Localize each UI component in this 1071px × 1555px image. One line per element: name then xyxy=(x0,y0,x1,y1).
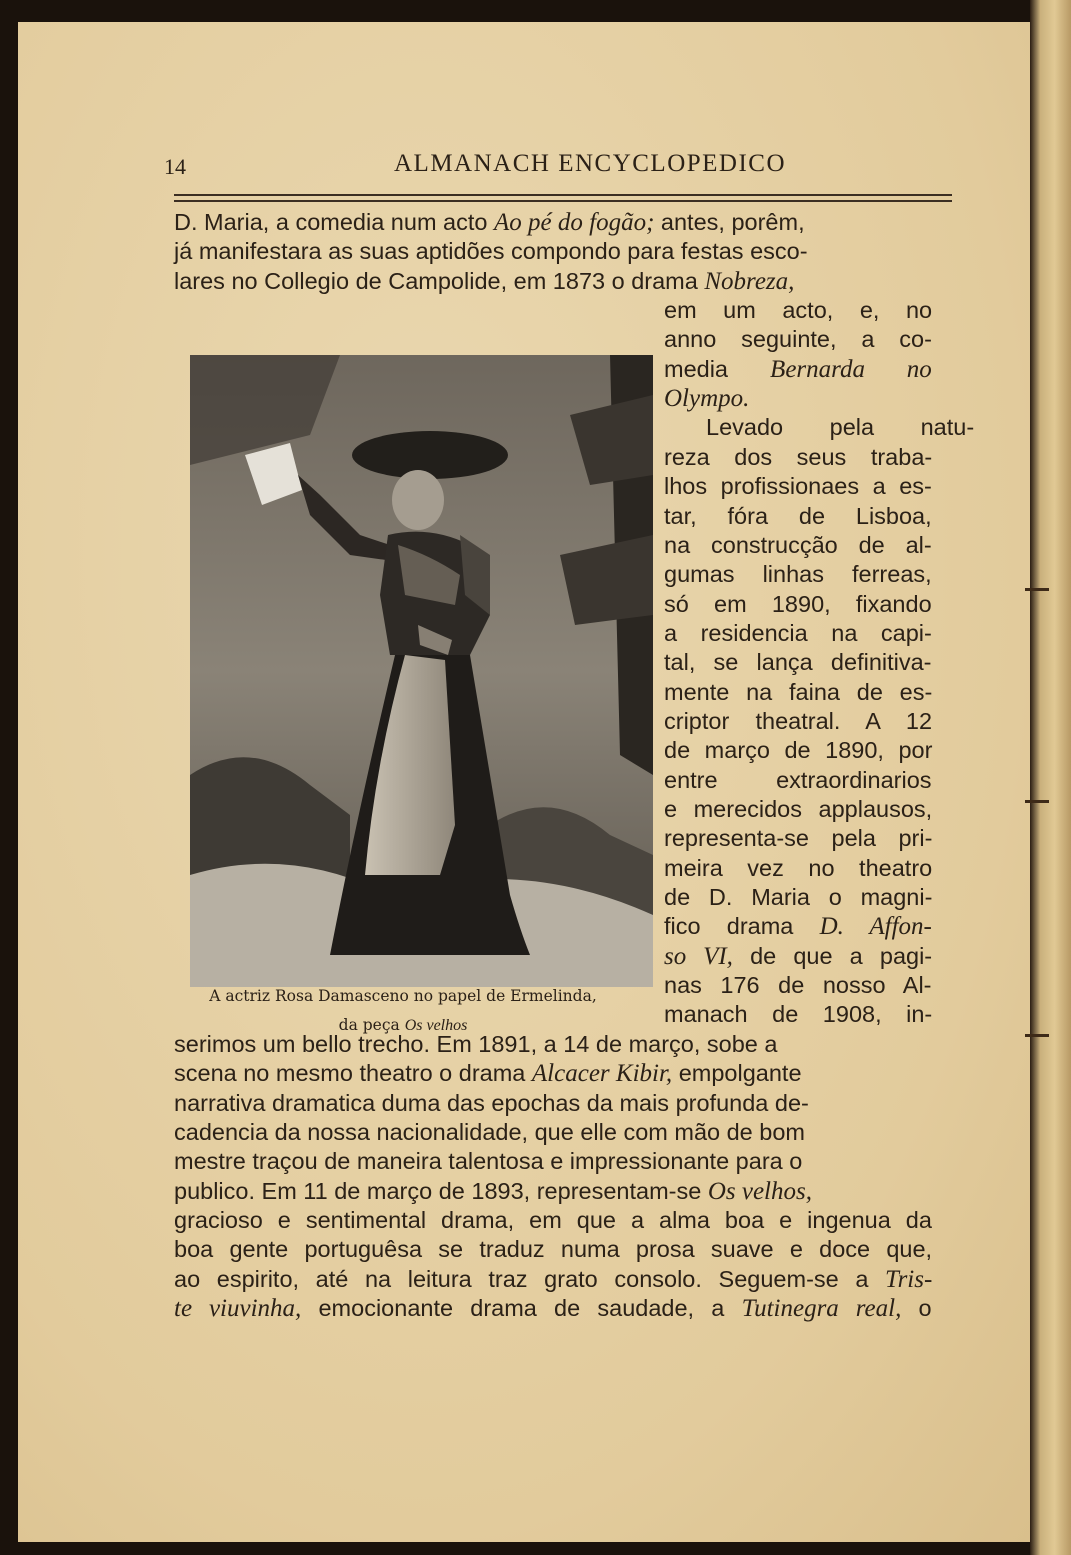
text-line xyxy=(664,942,932,971)
header-rule-top xyxy=(174,194,952,196)
text-line xyxy=(664,883,932,911)
text-run: media xyxy=(664,355,771,382)
italic-title: Alcacer Kibir, xyxy=(531,1060,673,1088)
text-run: a residencia na capi- xyxy=(664,619,932,646)
page-edge-tab xyxy=(1025,588,1049,591)
text-run: meira vez no theatro xyxy=(664,854,933,881)
text-run: lhos profissionaes a es- xyxy=(664,473,932,500)
text-line xyxy=(174,1147,802,1175)
page-number: 14 xyxy=(164,154,186,179)
text-run: representa-se pela pri- xyxy=(664,825,933,852)
text-run: só em 1890, fixando xyxy=(664,590,932,617)
caption-prefix: da peça xyxy=(338,1016,405,1034)
text-run: narrativa dramatica duma das epochas da mais profunda de- xyxy=(174,1089,809,1116)
italic-title: Ao pé do fogão; xyxy=(494,209,655,236)
text-line xyxy=(174,1265,932,1294)
text-line xyxy=(664,971,932,999)
running-head xyxy=(164,150,954,186)
italic-title: Tutinegra real, xyxy=(741,1294,902,1322)
text-line xyxy=(664,766,932,794)
italic-title: Os velhos, xyxy=(707,1177,812,1205)
text-run: publico. Em 11 de março de 1893, representam-se xyxy=(174,1177,708,1204)
text-line xyxy=(664,678,932,706)
text-line xyxy=(174,1235,932,1263)
text-run: fico drama xyxy=(664,913,820,940)
book-page xyxy=(18,22,1030,1542)
text-run: tal, se lança definitiva- xyxy=(664,649,932,676)
text-line xyxy=(174,1059,802,1088)
text-line xyxy=(664,648,932,676)
text-line xyxy=(664,355,932,384)
text-line xyxy=(664,502,932,530)
text-line xyxy=(664,472,932,500)
text-line xyxy=(664,795,932,823)
text-line xyxy=(174,1177,812,1206)
book-spine xyxy=(1030,0,1071,1555)
text-run: antes, porêm, xyxy=(654,209,805,235)
italic-title: Tris- xyxy=(885,1265,933,1293)
text-run: serimos um bello trecho. Em 1891, a 14 de março, sobe a xyxy=(174,1030,778,1057)
text-run: entre extraordinarios xyxy=(664,766,932,793)
text-line xyxy=(664,912,932,941)
text-run: gracioso e sentimental drama, em que a alma boa e ingenua da xyxy=(174,1206,932,1233)
text-run: de março de 1890, por xyxy=(664,737,933,764)
text-run: de que a pagi- xyxy=(732,942,933,969)
text-line xyxy=(664,590,932,618)
text-line xyxy=(664,325,932,353)
actress-photograph xyxy=(190,355,653,987)
text-line xyxy=(664,736,932,764)
text-line xyxy=(664,443,932,471)
italic-title: Olympo. xyxy=(664,385,750,413)
text-run: lares no Collegio de Campolide, em 1873 o drama xyxy=(174,267,705,294)
text-line xyxy=(664,619,932,647)
text-line xyxy=(664,854,932,882)
text-line xyxy=(174,1118,805,1146)
italic-title: Nobreza, xyxy=(704,267,795,295)
text-line xyxy=(174,267,794,296)
text-run: empolgante xyxy=(672,1060,802,1087)
text-line xyxy=(174,1206,932,1234)
text-run: e merecidos applausos, xyxy=(664,796,933,822)
text-run: o xyxy=(901,1294,932,1321)
text-run: na construcção de al- xyxy=(664,531,932,558)
italic-title: D. Affon- xyxy=(819,913,932,941)
text-run: nas 176 de nosso Al- xyxy=(664,972,932,999)
text-line xyxy=(174,237,808,265)
header-rule-bottom xyxy=(174,200,952,202)
text-run: scena no mesmo theatro o drama xyxy=(174,1060,532,1087)
text-line xyxy=(664,824,932,852)
text-line xyxy=(174,208,805,237)
text-run: criptor theatral. A 12 xyxy=(664,707,933,734)
italic-title: so VI, xyxy=(664,942,733,970)
text-line xyxy=(664,1000,932,1028)
text-run: tar, fóra de Lisboa, xyxy=(664,502,932,529)
text-run: cadencia da nossa nacionalidade, que elle com mão de bom xyxy=(174,1118,806,1145)
text-line xyxy=(664,296,932,324)
text-run: reza dos seus traba- xyxy=(664,443,933,470)
text-run: boa gente portuguêsa se traduz numa prosa suave e doce que, xyxy=(174,1236,933,1263)
text-run: de D. Maria o magni- xyxy=(664,884,933,911)
page-edge-tab xyxy=(1025,1034,1049,1037)
text-run: mestre traçou de maneira talentosa e impressionante para o xyxy=(174,1148,803,1175)
text-line xyxy=(174,1089,809,1117)
text-line xyxy=(664,384,749,413)
text-line xyxy=(174,1294,932,1323)
text-line xyxy=(664,560,932,588)
text-line xyxy=(664,707,932,735)
text-run: Levado pela natu- xyxy=(706,414,975,441)
italic-title: te viuvinha, xyxy=(174,1294,302,1322)
text-run: emocionante drama de saudade, a xyxy=(301,1294,742,1321)
caption-play-title: Os velhos xyxy=(404,1017,468,1034)
figure-caption-line-1: A actriz Rosa Damasceno no papel de Ermelinda, xyxy=(209,987,597,1005)
text-run: anno seguinte, a co- xyxy=(664,326,932,353)
text-run: D. Maria, a comedia num acto xyxy=(174,209,494,235)
text-line xyxy=(174,1030,777,1058)
text-line xyxy=(664,531,932,559)
italic-title: Bernarda no xyxy=(770,355,932,383)
text-run: mente na faina de es- xyxy=(664,678,933,705)
text-run: já manifestara as suas aptidões compondo para festas esco- xyxy=(174,238,808,265)
text-run: gumas linhas ferreas, xyxy=(664,561,932,588)
text-run: ao espirito, até na leitura traz grato consolo. Seguem-se a xyxy=(174,1265,886,1292)
text-run: em um acto, e, no xyxy=(664,297,933,324)
running-title: ALMANACH ENCYCLOPEDICO xyxy=(394,150,787,177)
page-edge-tab xyxy=(1025,800,1049,803)
text-line xyxy=(706,413,974,441)
text-run: manach de 1908, in- xyxy=(664,1001,933,1028)
